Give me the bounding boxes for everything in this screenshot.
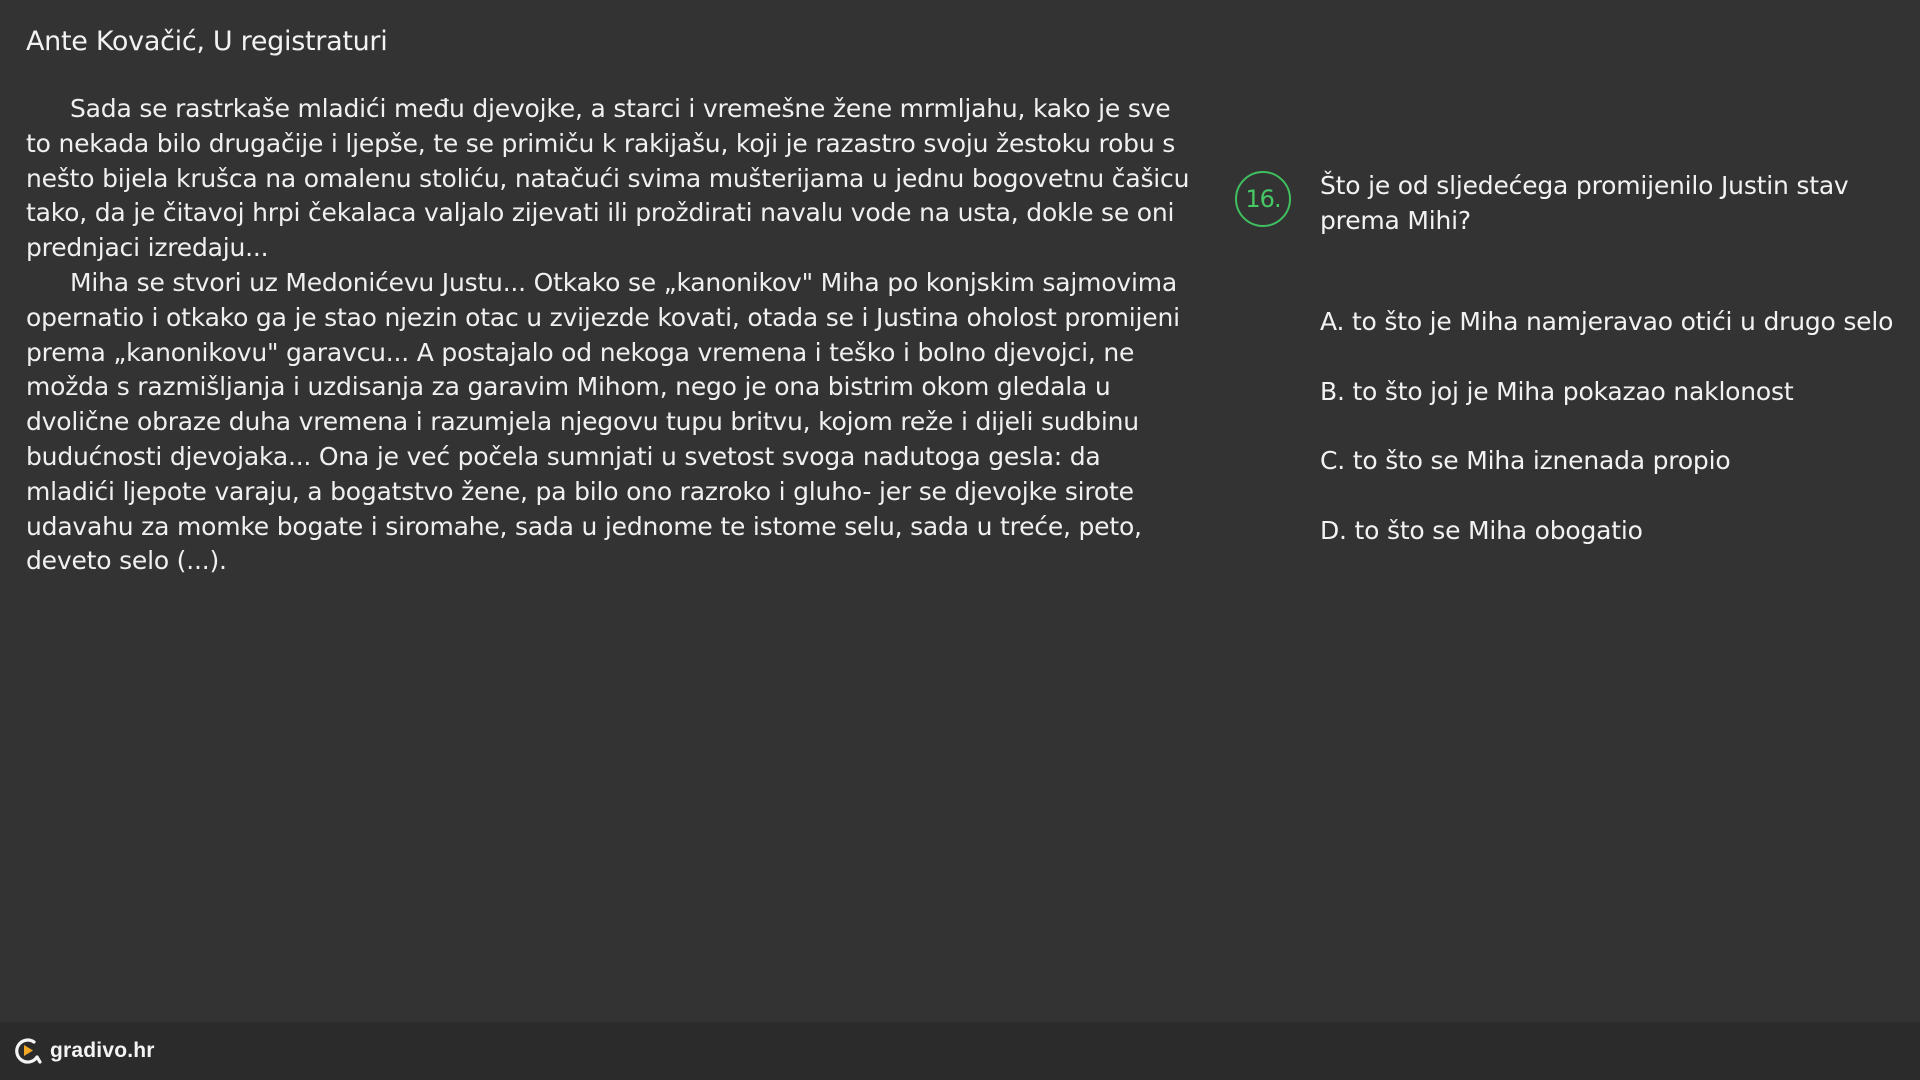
source-title: Ante Kovačić, U registraturi — [26, 26, 388, 57]
footer-bar — [0, 1022, 1920, 1080]
answer-options — [1320, 304, 1920, 582]
passage-paragraph: Sada se rastrkaše mladići među djevojke, a starci i vremešne žene mrmljahu, kako je sve to nekada bilo drugačije i ljepše, te se primiču k rakijašu, koji je razastro svoju žestoku robu s nešto bijela krušca na omalenu stoliću, natačući svima mušterijama u jednu bogovetnu čašicu tako, da je čitavoj hrpi čekalaca valjalo zijevati ili proždirati navalu vode na usta, dokle se oni prednjaci izredaju... — [26, 94, 1190, 263]
gradivo-logo[interactable] — [12, 1035, 155, 1067]
answer-option-b[interactable]: B. to što joj je Miha pokazao naklonost — [1320, 376, 1794, 406]
gradivo-logo-icon — [12, 1035, 44, 1067]
answer-option-c[interactable]: C. to što se Miha iznenada propio — [1320, 446, 1731, 475]
passage-paragraph: Miha se stvori uz Medonićevu Justu... Otkako se „kanonikov" Miha po konjskim sajmovima opernatio i otkako ga je stao njezin otac u zvijezde kovati, otada se i Justina oholost promijeni prema „kanonikovu" garavcu... A postajalo od nekoga vremena i teško i bolno djevojci, ne možda s razmišljanja i uzdisanja za garavim Mihom, nego je ona bistrim okom gledala u dvolične obraze duha vremena i razumjela njegovu tupu britvu, kojom reže i dijeli sudbinu budućnosti djevojaka... Ona je već počela sumnjati u svetost svoga nadutoga gesla: da mladići ljepote varaju, a bogatstvo žene, pa bilo ono razroko i gluho- jer se djevojke sirote udavahu za momke bogate i siromahe, sada u jednome te istome selu, sada u treće, peto, deveto selo (...). — [26, 267, 1180, 576]
reading-passage — [26, 92, 1196, 579]
question-number-badge: 16. — [1235, 171, 1291, 227]
logo-text: gradivo.hr — [50, 1039, 155, 1062]
question-text: Što je od sljedećega promijenilo Justin stav prema Mihi? — [1320, 171, 1849, 235]
answer-option-d[interactable]: D. to što se Miha obogatio — [1320, 515, 1643, 545]
answer-option-a[interactable]: A. to što je Miha namjeravao otići u drugo selo — [1320, 307, 1894, 336]
